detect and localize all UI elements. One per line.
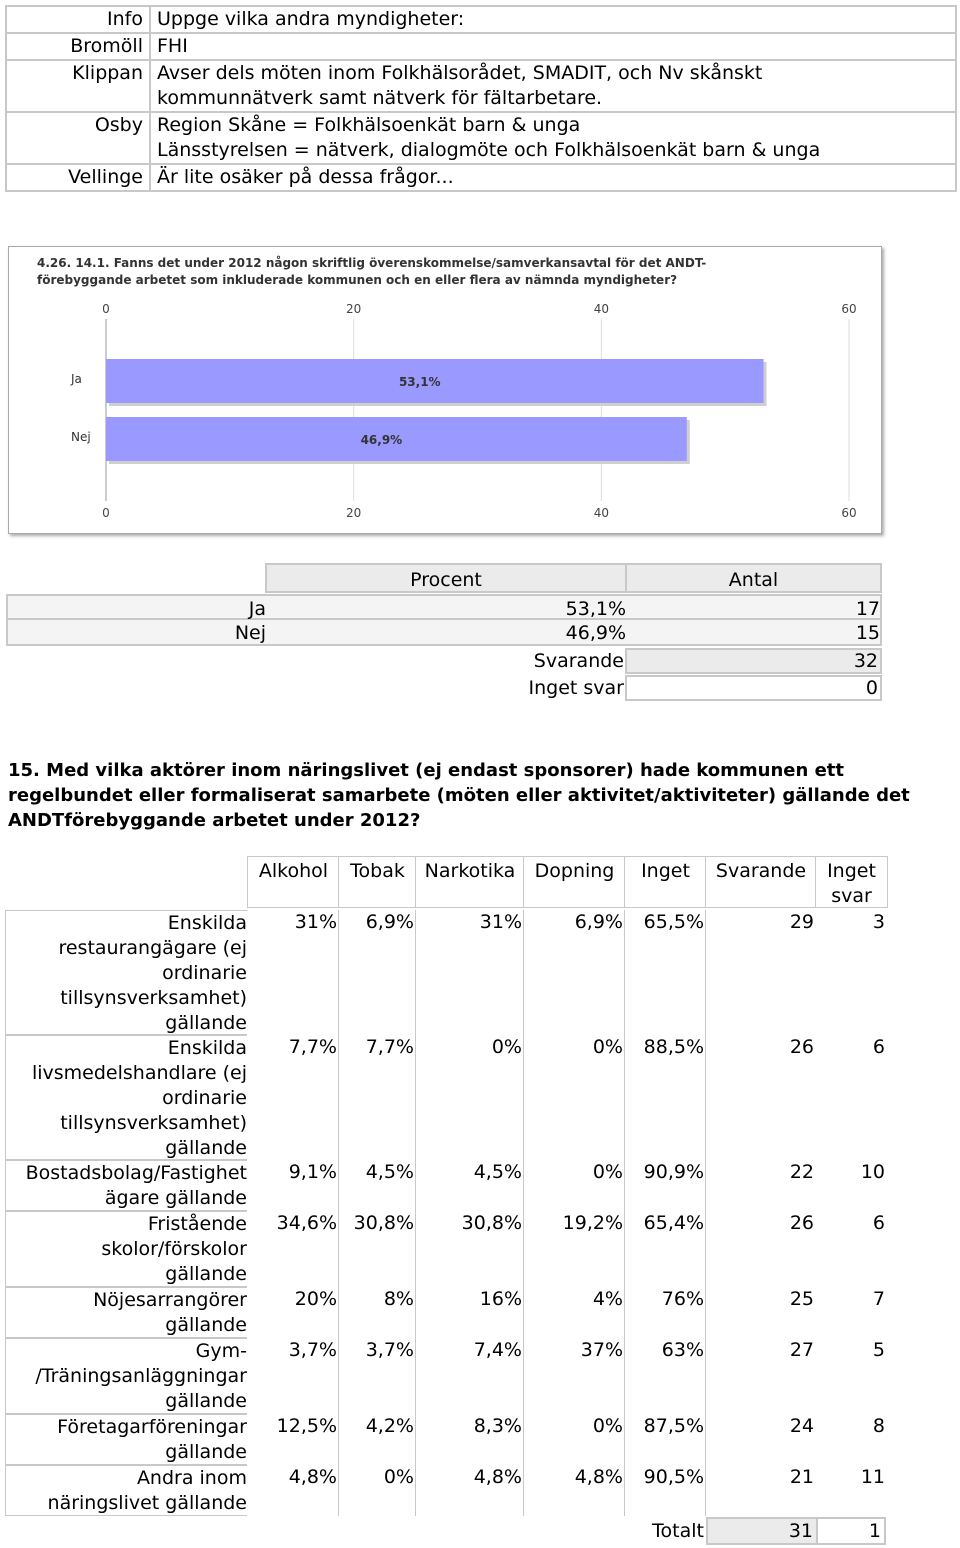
actor-cell: 22 [789,1161,814,1183]
actor-row-label-line: Nöjesarrangörer [93,1289,247,1311]
actor-row-label-line: Enskilda [167,912,247,934]
row-ja [6,594,882,620]
column-divider [523,910,524,1516]
x-tick-label-bottom: 40 [593,506,609,520]
x-tick-label-bottom: 20 [346,506,362,520]
info-key: Bromöll [6,33,150,60]
actor-cell: 3,7% [365,1339,414,1361]
info-value [150,60,956,112]
actor-row-label [5,1035,247,1160]
actor-cell: 6 [872,1212,885,1234]
question-15-heading: 15. Med vilka aktörer inom näringslivet (ej endast sponsorer) hade kommunen ett regelbundet eller formaliserat samarbete (möten eller aktivitet/aktiviteter) gällande det ANDTförebyggande arbetet under 2012? [8,760,910,831]
actor-cell: 90,9% [643,1161,704,1183]
actor-cell: 5 [872,1339,885,1361]
actor-cell: 90,5% [643,1466,704,1488]
header-procent: Procent [265,563,627,593]
actor-cell: 25 [789,1288,814,1310]
actor-header: Narkotika [415,856,525,908]
info-key: Klippan [6,60,150,112]
x-tick-label-bottom: 0 [102,506,110,520]
actor-row-label [5,1414,247,1465]
actor-cell: 31% [294,911,337,933]
info-value-line: kommunnätverk samt nätverk för fältarbetare. [157,87,603,109]
actor-cell: 9,1% [288,1161,337,1183]
actor-cell: 30,8% [353,1212,414,1234]
info-value-line: Region Skåne = Folkhälsoenkät barn & unga [157,114,581,136]
info-row [6,60,956,112]
actor-row-label-line: Gym- [195,1340,247,1362]
actor-cell: 7,7% [365,1036,414,1058]
actor-row-label [5,910,247,1035]
actor-cell: 27 [789,1339,814,1361]
actor-row-label-line: ordinarie [162,1087,247,1109]
actor-row-label-line: restaurangägare (ej [58,937,247,959]
actor-cell: 4% [592,1288,623,1310]
info-row [6,6,956,33]
info-row [6,112,956,164]
x-tick-label-top: 20 [346,302,362,316]
inget-svar-label: Inget svar [528,677,624,699]
row-label: Ja [248,598,266,620]
actor-cell: 30,8% [461,1212,522,1234]
x-tick-label-bottom: 60 [841,506,857,520]
actor-cell: 12,5% [276,1415,337,1437]
svarande-value: 32 [625,648,882,674]
actor-cell: 21 [789,1466,814,1488]
actor-cell: 11 [860,1466,885,1488]
actor-row [5,1338,890,1414]
actor-cell: 29 [789,911,814,933]
actor-cell: 3 [872,911,885,933]
actor-cell: 65,4% [643,1212,704,1234]
actor-row-label-line: ägare gällande [104,1187,247,1209]
actor-header: Svarande [705,856,817,908]
actor-cell: 4,8% [574,1466,623,1488]
actor-row-label-line: näringslivet gällande [47,1492,247,1514]
actor-row-label [5,1160,247,1211]
actor-cell: 6,9% [365,911,414,933]
row-percent: 53,1% [565,598,626,620]
info-value-line: Länsstyrelsen = nätverk, dialogmöte och Folkhälsoenkät barn & unga [157,139,821,161]
column-divider [624,910,625,1516]
row-percent: 46,9% [565,622,626,644]
actor-row [5,1160,890,1211]
actor-row-label-line: gällande [165,1441,247,1463]
chart-title-line: 4.26. 14.1. Fanns det under 2012 någon skriftlig överenskommelse/samverkansavtal för det ANDT- [37,256,707,270]
actor-row-label-line: ordinarie [162,962,247,984]
actor-cell: 19,2% [562,1212,623,1234]
actor-row-label-line: Bostadsbolag/Fastighet [25,1162,247,1184]
actor-cell: 7,7% [288,1036,337,1058]
actor-cell: 65,5% [643,911,704,933]
column-divider [415,910,416,1516]
chart-title-line: förebyggande arbetet som inkluderade kommunen och en eller flera av nämnda myndigheter? [37,273,678,287]
actor-cell: 8% [383,1288,414,1310]
category-label: Nej [71,430,91,444]
totals-inget-svar: 1 [816,1517,886,1545]
actor-cell: 8,3% [473,1415,522,1437]
row-label: Nej [234,622,266,644]
actor-cell: 63% [661,1339,704,1361]
actor-row-label [5,1287,247,1338]
actor-row-label-line: tillsynsverksamhet) [60,1112,247,1134]
info-key: Vellinge [6,164,150,191]
actor-cell: 4,2% [365,1415,414,1437]
info-row [6,33,956,60]
actor-row-label-line: gällande [165,1314,247,1336]
info-key: Info [6,6,150,33]
actor-row [5,1414,890,1465]
actor-row-label-line: tillsynsverksamhet) [60,987,247,1009]
actor-row-label-line: Företagarföreningar [57,1416,247,1438]
info-row [6,164,956,191]
bar-chart [8,246,882,534]
actor-row-label-line: gällande [165,1263,247,1285]
actor-cell: 87,5% [643,1415,704,1437]
row-count: 17 [855,598,880,620]
info-key: Osby [6,112,150,164]
actor-cell: 6 [872,1036,885,1058]
totals-label: Totalt [652,1520,704,1542]
actor-header: Dopning [523,856,626,908]
actor-row-label-line: Enskilda [167,1037,247,1059]
x-tick-label-top: 60 [841,302,857,316]
info-value-line: FHI [157,35,188,57]
actor-header: Inget [624,856,707,908]
row-count: 15 [855,622,880,644]
actor-row-label [5,1211,247,1287]
actor-row [5,1035,890,1160]
svarande-label: Svarande [533,650,624,672]
actor-cell: 0% [383,1466,414,1488]
info-value [150,6,956,33]
actor-cell: 0% [592,1036,623,1058]
info-value [150,164,956,191]
row-svarande [6,648,882,674]
actor-row-label-line: skolor/förskolor [101,1238,247,1260]
info-value-line: Uppge vilka andra myndigheter: [157,8,465,30]
totals-svarande: 31 [706,1517,818,1545]
actor-row-label-line: gällande [165,1390,247,1412]
actor-cell: 3,7% [288,1339,337,1361]
value-label: 46,9% [360,433,403,447]
actor-row [5,910,890,1035]
x-tick-label-top: 40 [593,302,609,316]
info-value-line: Avser dels möten inom Folkhälsorådet, SMADIT, och Nv skånskt [157,62,763,84]
info-table [5,5,957,192]
actor-cell: 4,5% [473,1161,522,1183]
category-label: Ja [71,372,82,386]
actor-header: Alkohol [247,856,340,908]
actor-cell: 0% [592,1415,623,1437]
actor-cell: 16% [479,1288,522,1310]
actor-cell: 7 [872,1288,885,1310]
actor-row-label-line: /Träningsanläggningar [35,1365,247,1387]
column-divider [338,910,339,1516]
actor-cell: 0% [592,1161,623,1183]
actor-cell: 34,6% [276,1212,337,1234]
actor-row-label [5,1465,247,1516]
actor-cell: 24 [789,1415,814,1437]
value-label: 53,1% [398,375,441,389]
inget-svar-value: 0 [625,675,882,701]
actor-row-label-line: Andra inom [136,1467,247,1489]
actor-row-label-line: Fristående [147,1213,247,1235]
info-value [150,33,956,60]
actor-cell: 4,8% [288,1466,337,1488]
actor-cell: 4,5% [365,1161,414,1183]
actor-cell: 88,5% [643,1036,704,1058]
actor-cell: 7,4% [473,1339,522,1361]
column-divider [705,910,706,1516]
actor-row [5,1211,890,1287]
header-antal: Antal [625,563,882,593]
actor-cell: 26 [789,1212,814,1234]
actor-cell: 31% [479,911,522,933]
info-value [150,112,956,164]
totals-row [0,1517,960,1545]
actor-cell: 6,9% [574,911,623,933]
actor-cell: 37% [580,1339,623,1361]
actor-cell: 4,8% [473,1466,522,1488]
actor-row-label-line: gällande [165,1137,247,1159]
info-value-line: Är lite osäker på dessa frågor... [157,166,454,188]
actor-cell: 20% [294,1288,337,1310]
actor-cell: 0% [491,1036,522,1058]
actor-cell: 76% [661,1288,704,1310]
actor-row-label-line: gällande [165,1012,247,1034]
actor-row [5,1287,890,1338]
actor-header: Tobak [338,856,417,908]
actor-cell: 8 [872,1415,885,1437]
row-nej [6,620,882,646]
row-inget-svar [6,675,882,701]
actor-cell: 10 [860,1161,885,1183]
actor-row-label-line: livsmedelshandlare (ej [31,1062,247,1084]
x-tick-label-top: 0 [102,302,110,316]
actor-header: Inget svar [815,856,888,908]
actor-row-label [5,1338,247,1414]
chart-svg [9,247,881,533]
actor-cell: 26 [789,1036,814,1058]
actor-row [5,1465,890,1516]
